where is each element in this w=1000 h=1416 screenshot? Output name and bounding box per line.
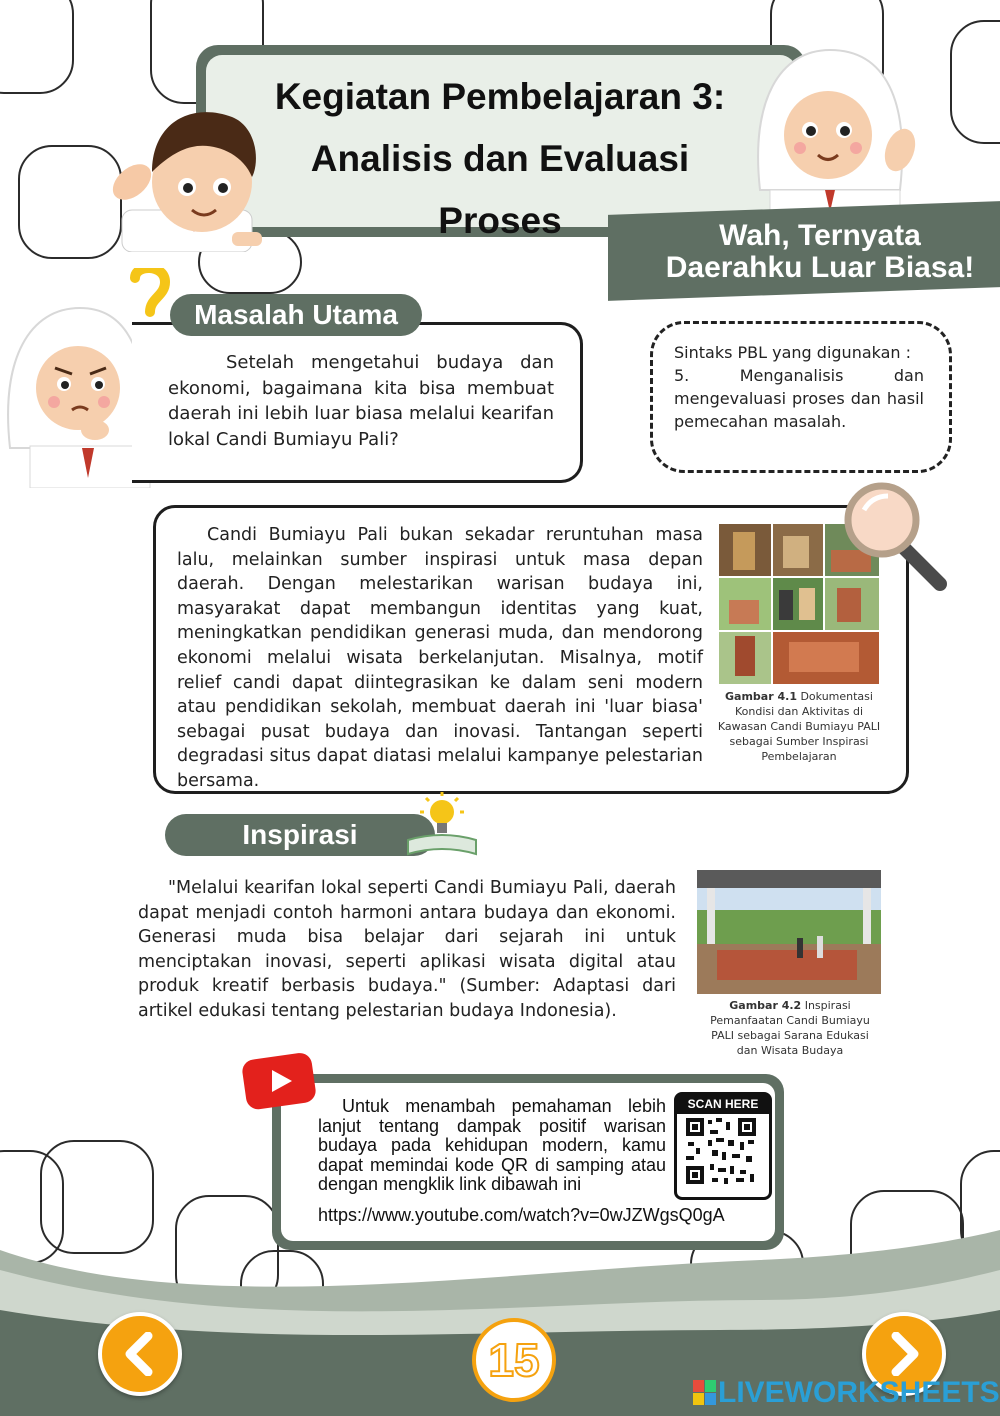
bg-square <box>0 0 74 94</box>
caption-number: Gambar 4.2 <box>729 999 802 1012</box>
youtube-link[interactable]: https://www.youtube.com/watch?v=0wJZWgsQ0gA <box>318 1205 725 1225</box>
title-line: Kegiatan Pembelajaran 3: <box>274 76 726 117</box>
liveworksheets-logo-icon <box>693 1380 717 1406</box>
sintaks-text: 5. Menganalisis dan mengevaluasi proses dan hasil pemecahan masalah. <box>674 366 924 431</box>
boy-character-illustration <box>92 92 272 252</box>
masalah-text: Setelah mengetahui budaya dan ekonomi, bagaimana kita bisa membuat daerah ini lebih luar biasa melalui kearifan lokal Candi Bumiayu Pali? <box>168 352 554 450</box>
subtitle-line: Wah, Ternyata <box>719 219 921 252</box>
youtube-icon[interactable] <box>240 1050 320 1112</box>
title-line: Proses <box>438 200 562 241</box>
caption-text: Inspirasi Pemanfaatan Candi Bumiayu PALI sebagai Sarana Edukasi dan Wisata Budaya <box>710 999 870 1057</box>
caption-text: Dokumentasi Kondisi dan Aktivitas di Kawasan Candi Bumiayu PALI sebagai Sumber Inspirasi Pembelajaran <box>717 690 881 763</box>
video-description: Untuk menambah pemahaman lebih lanjut tentang dampak positif warisan budaya pada kehidupan modern, kamu dapat memindai kode QR di samping atau dengan mengklik link dibawah ini <box>318 1096 666 1194</box>
main-content-text: Candi Bumiayu Pali bukan sekadar reruntuhan masa lalu, melainkan sumber inspirasi untuk masa depan daerah. Dengan melestarikan warisan budaya ini, masyarakat dapat membangun identitas yang kuat, meningkatkan pendidikan generasi muda, dan mendorong ekonomi melalui wisata berkelanjutan. Misalnya, motif relief candi dapat diintegrasikan ke dalam seni modern atau pendidikan sekolah, membuat daerah ini 'luar biasa' sebagai pusat budaya dan inovasi. Tantangan seperti degradasi situs dapat diatasi melalui kampanye pelestarian bersama. <box>177 525 703 791</box>
subtitle <box>640 220 1000 284</box>
title-line: Analisis dan Evaluasi <box>310 138 690 179</box>
chevron-right-icon <box>884 1332 924 1376</box>
scan-here-label: SCAN HERE <box>677 1094 769 1114</box>
inspirasi-label: Inspirasi <box>165 814 435 856</box>
inspirasi-text: "Melalui kearifan lokal seperti Candi Bumiayu Pali, daerah dapat menjadi contoh harmoni antara budaya dan ekonomi. Generasi muda bisa belajar dari sejarah ini untuk menciptakan inovasi, seperti aplikasi wisata digital atau produk kreatif berbasis budaya." (Sumber: Adaptasi dari artikel edukasi tentang pelestarian budaya Indonesia). <box>138 878 676 1021</box>
sintaks-title: Sintaks PBL yang digunakan : <box>674 343 912 362</box>
subtitle-line: Daerahku Luar Biasa! <box>665 251 975 284</box>
candi-site-photo <box>697 870 881 994</box>
bg-square <box>950 20 1000 144</box>
caption-number: Gambar 4.1 <box>725 690 797 703</box>
page-number: 15 <box>488 1334 540 1386</box>
figure-caption-4-2 <box>700 998 880 1058</box>
lightbulb-book-icon <box>404 790 480 860</box>
girl-character-illustration <box>740 40 930 220</box>
magnifier-icon <box>842 480 952 595</box>
figure-caption-4-1 <box>716 689 882 764</box>
masalah-label: Masalah Utama <box>170 294 422 336</box>
page-number-badge <box>472 1318 556 1402</box>
chevron-left-icon <box>120 1332 160 1376</box>
previous-page-button[interactable] <box>98 1312 182 1396</box>
liveworksheets-brand: LIVEWORKSHEETS <box>718 1376 1000 1409</box>
qr-code[interactable] <box>684 1116 758 1186</box>
